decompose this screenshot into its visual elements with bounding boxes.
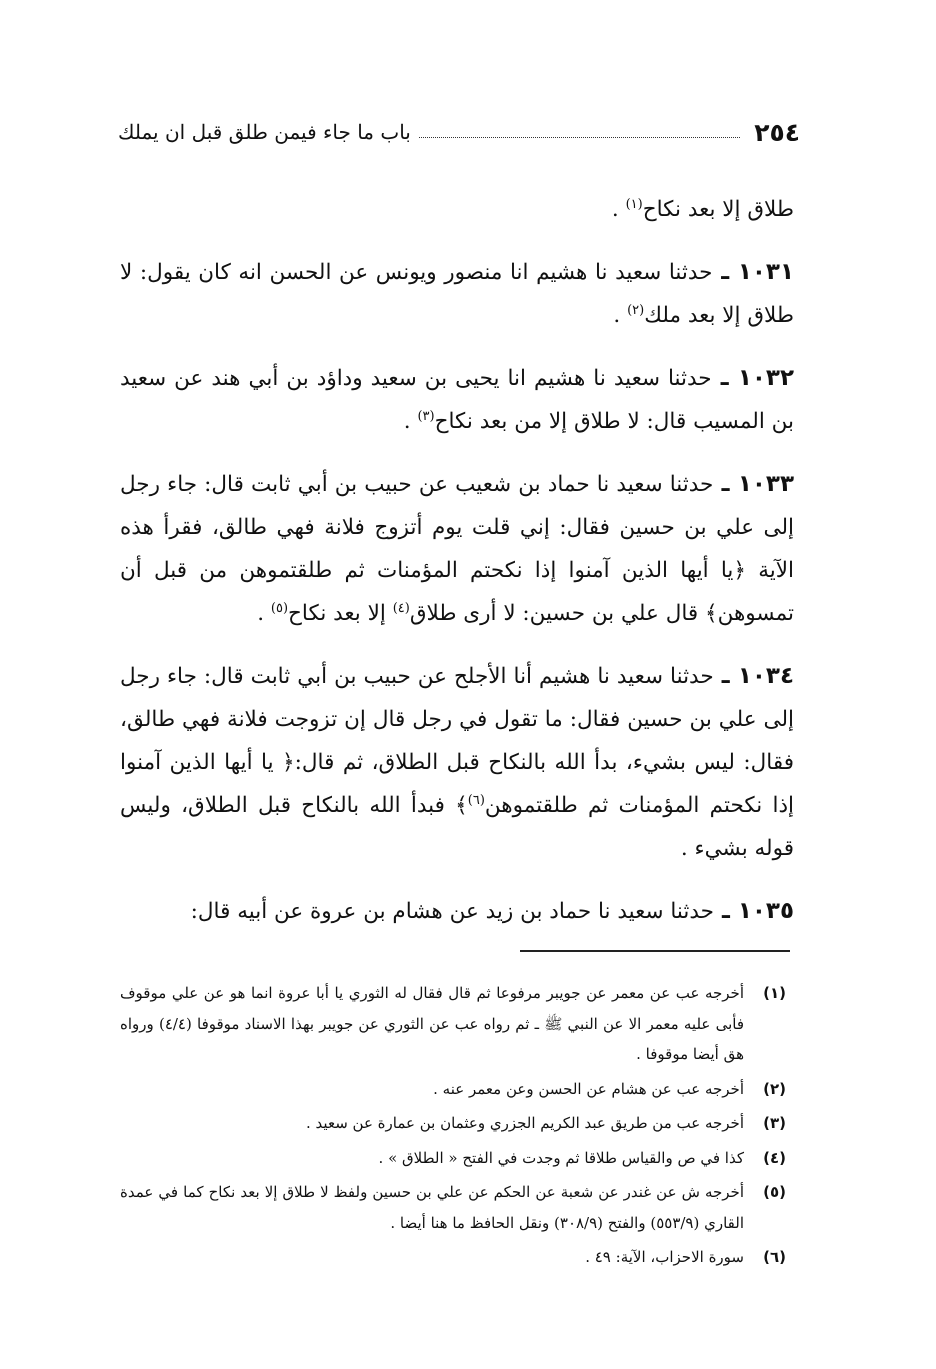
footnote-text: كذا في ص والقياس طلاقا ثم وجدت في الفتح « الطلاق » . — [378, 1148, 744, 1167]
hadith-paragraph — [120, 655, 794, 870]
footnote-number: (٤) — [763, 1148, 786, 1167]
hadith-paragraph — [120, 188, 794, 231]
footnote-ref: (٤) — [392, 600, 410, 616]
footnote-ref: (١) — [625, 196, 643, 212]
paragraph-text: حدثنا سعيد نا هشيم انا منصور ويونس عن الحسن انه كان يقول: لا طلاق إلا بعد ملك — [120, 260, 794, 328]
hadith-paragraph — [120, 357, 794, 443]
hadith-paragraph — [120, 463, 794, 635]
hadith-number: ١٠٣٤ ـ — [713, 663, 794, 689]
footnote — [120, 1242, 786, 1273]
footnote — [120, 1074, 786, 1105]
footnote — [120, 1177, 786, 1238]
hadith-number: ١٠٣٥ ـ — [713, 898, 794, 924]
running-title: باب ما جاء فيمن طلق قبل ان يملك — [118, 120, 411, 144]
paragraph-tail: . — [611, 197, 626, 222]
hadith-number: ١٠٣٣ ـ — [713, 471, 794, 497]
footnote-ref: (٣) — [417, 408, 435, 424]
footnote-text: أخرجه عب عن هشام عن الحسن وعن معمر عنه . — [433, 1079, 744, 1098]
paragraph-tail: . — [257, 601, 271, 626]
hadith-paragraph — [120, 890, 794, 933]
footnote-text: أخرجه عب عن معمر عن جويبر مرفوعا ثم قال فقال له الثوري يا أبا عروة انما هو عن علي موقوف فأبى عليه معمر الا عن النبي ﷺ ـ ثم رواه عب عن الثوري عن جويبر بهذا الاسناد موقوفا (٤/٤) ورواه هق أيضا موقوفا . — [120, 984, 744, 1063]
paragraph-text: حدثنا سعيد نا هشيم أنا الأجلح عن حبيب بن أبي ثابت قال: جاء رجل إلى علي بن حسين فقال: ما تقول في رجل قال إن تزوجت فلانة فهي طالق، فقال: ليس بشيء، بدأ الله بالنكاح قبل الطلاق، ثم قال:﴿ يا أيها الذين آمنوا إذا نكحتم المؤمنات ثم طلقتموهن — [120, 664, 794, 818]
footnotes — [120, 978, 786, 1277]
hadith-number: ١٠٣١ ـ — [712, 259, 794, 285]
paragraph-tail: . — [403, 409, 418, 434]
main-text — [120, 188, 794, 953]
footnote-number: (٦) — [763, 1248, 786, 1266]
hadith-paragraph — [120, 251, 794, 337]
footnote — [120, 978, 786, 1070]
page-header — [118, 112, 800, 152]
footnote-ref: (٥) — [270, 600, 289, 616]
footnote-ref: (٦) — [467, 792, 485, 808]
footnote-separator — [520, 950, 790, 952]
hadith-number: ١٠٣٢ ـ — [711, 365, 794, 391]
footnote-ref: (٢) — [627, 302, 645, 318]
footnote-number: (١) — [763, 984, 786, 1002]
header-dotted-leader — [419, 137, 740, 138]
paragraph-text: حدثنا سعيد نا هشيم انا يحيى بن سعيد وداؤد بن أبي هند عن سعيد بن المسيب قال: لا طلاق إلا من بعد نكاح — [120, 366, 794, 434]
paragraph-tail: . — [613, 303, 628, 328]
paragraph-tail: إلا بعد نكاح — [288, 601, 393, 626]
footnote-number: (٥) — [763, 1183, 786, 1201]
paragraph-text: طلاق إلا بعد نكاح — [642, 197, 794, 222]
page-number: ٢٥٤ — [754, 117, 800, 147]
footnote-text: أخرجه عب من طريق عبد الكريم الجزري وعثمان بن عمارة عن سعيد . — [306, 1114, 744, 1132]
footnote-text: سورة الاحزاب، الآية: ٤٩ . — [585, 1248, 744, 1266]
footnote — [120, 1108, 786, 1139]
footnote-text: أخرجه ش عن غندر عن شعبة عن الحكم عن علي بن حسين ولفظ لا طلاق إلا بعد نكاح كما في عمدة القاري (٥٥٣/٩) والفتح (٣٠٨/٩) ونقل الحافظ ما هنا أيضا . — [120, 1183, 744, 1232]
footnote — [120, 1143, 786, 1174]
footnote-number: (٣) — [763, 1114, 786, 1132]
paragraph-text: حدثنا سعيد نا حماد بن زيد عن هشام بن عروة عن أبيه قال: — [190, 899, 714, 924]
paragraph-tail: ﴾ فبدأ الله بالنكاح قبل الطلاق، وليس قوله بشيء . — [120, 793, 794, 861]
paragraph-text: حدثنا سعيد نا حماد بن شعيب عن حبيب بن أبي ثابت قال: جاء رجل إلى علي بن حسين فقال: إني قلت يوم أتزوج فلانة فهي طالق، فقرأ هذه الآية ﴿يا أيها الذين آمنوا إذا نكحتم المؤمنات ثم طلقتموهن من قبل أن تمسوهن﴾ قال علي بن حسين: لا أرى طلاق — [120, 472, 795, 626]
footnote-number: (٢) — [763, 1079, 786, 1098]
